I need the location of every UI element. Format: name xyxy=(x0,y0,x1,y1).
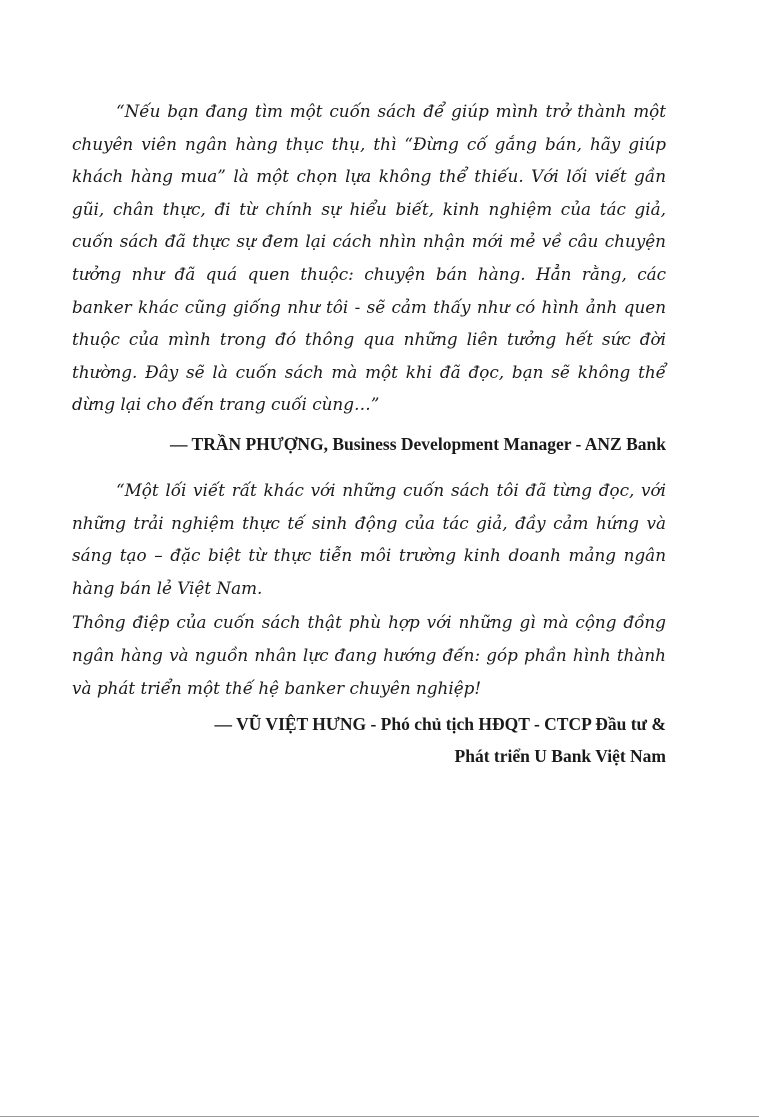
book-endorsements-page xyxy=(72,95,666,772)
endorsement-attribution-1: — TRẦN PHƯỢNG, Business Development Manager - ANZ Bank xyxy=(169,433,666,454)
attribution-2-line-2: Phát triển U Bank Việt Nam xyxy=(454,746,666,767)
endorsement-quote-2-part-2: Thông điệp của cuốn sách thật phù hợp với những gì mà cộng đồng ngân hàng và nguồn nhân lực đang hướng đến: góp phần hình thành và phát triển một thế hệ banker chuyên nghiệp! xyxy=(72,612,666,698)
endorsement-attribution-2 xyxy=(72,708,666,772)
page-bottom-edge xyxy=(0,1116,759,1117)
endorsement-quote-2-part-1: “Một lối viết rất khác với những cuốn sách tôi đã từng đọc, với những trải nghiệm thực tế sinh động của tác giả, đầy cảm hứng và sáng tạo – đặc biệt từ thực tiễn môi trường kinh doanh mảng ngân hàng bán lẻ Việt Nam. xyxy=(72,479,666,598)
endorsement-quote-1: “Nếu bạn đang tìm một cuốn sách để giúp mình trở thành một chuyên viên ngân hàng thục thụ, thì “Đừng cố gắng bán, hãy giúp khách hàng mua” là một chọn lựa không thể thiếu. Với lối viết gần gũi, chân thực, đi từ chính sự hiểu biết, kinh nghiệm của tác giả, cuốn sách đã thực sự đem lại cách nhìn nhận mới mẻ về câu chuyện tưởng như đã quá quen thuộc: chuyện bán hàng. Hẳn rằng, các banker khác cũng giống như tôi - sẽ cảm thấy như có hình ảnh quen thuộc của mình trong đó thông qua những liên tưởng hết sức đời thường. Đây sẽ là cuốn sách mà một khi đã đọc, bạn sẽ không thể dừng lại cho đến trang cuối cùng…” xyxy=(72,101,666,415)
attribution-2-line-1: — VŨ VIỆT HƯNG - Phó chủ tịch HĐQT - CTCP Đầu tư & xyxy=(214,714,666,735)
